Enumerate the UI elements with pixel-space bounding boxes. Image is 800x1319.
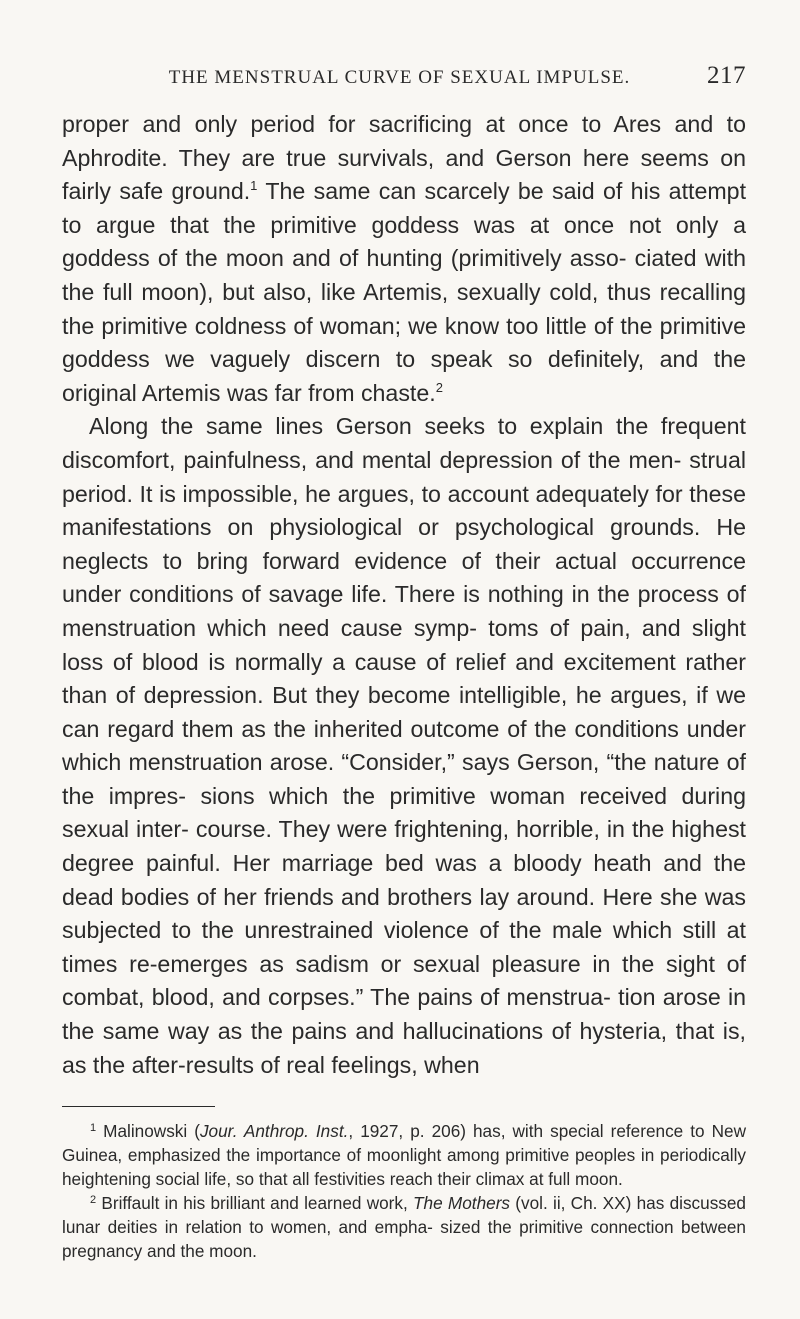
page-number: 217 <box>707 62 746 89</box>
paragraph-1: proper and only period for sacrificing at once to Ares and to Aphrodite. They are true survivals, and Gerson here seems on fairly safe ground.$^1$ The same can scarcely be said of his attempt to argue that the primitive goddess was at once not only a goddess of the moon and of hunting (primitively asso- ciated with the full moon), but also, like Artemis, sexually cold, thus recalling the primitive coldness of woman; we know too little of the primitive goddess we vaguely discern to speak so definitely, and the original Artemis was far from chaste.$^2$ <box>62 111 747 406</box>
running-title: THE MENSTRUAL CURVE OF SEXUAL IMPULSE. <box>168 67 631 88</box>
book-page <box>62 62 746 1263</box>
running-head <box>62 62 746 90</box>
paragraph-2: Along the same lines Gerson seeks to explain the frequent discomfort, painfulness, and mental depression of the men- strual period. It is impossible, he argues, to account adequately for these manifestations on physiological or psychological grounds. He neglects to bring forward evidence of their actual occurrence under conditions of savage life. There is nothing in the process of menstruation which need cause symp- toms of pain, and slight loss of blood is normally a cause of relief and excitement rather than of depression. But they become intelligible, he argues, if we can regard them as the inherited outcome of the conditions under which menstruation arose. “Consider,” says Gerson, “the nature of the impres- sions which the primitive woman received during sexual inter- course. They were frightening, horrible, in the highest degree painful. Her marriage bed was a bloody heath and the dead bodies of her friends and brothers lay around. Here she was subjected to the unrestrained violence of the male which still at times re-emerges as sadism or sexual pleasure in the sight of combat, blood, and corpses.” The pains of menstrua- tion arose in the same way as the pains and hallucinations of hysteria, that is, as the after-results of real feelings, when <box>62 413 746 1078</box>
footnotes <box>62 1119 746 1263</box>
footnote-2: $^2$ Briffault in his brilliant and learned work, The Mothers (vol. ii, Ch. XX) has discussed lunar deities in relation to women, and empha- sized the primitive connection between pregnancy and the moon. <box>62 1193 746 1262</box>
footnote-ref-1: 1 <box>250 178 258 194</box>
footnote-number: 2 <box>90 1194 97 1207</box>
footnote-1: $^1$ Malinowski (Jour. Anthrop. Inst., 1927, p. 206) has, with special reference to New Guinea, emphasized the importance of moonlight among primitive peoples in periodically heightening social life, so that all festivities reach their climax at full moon. <box>62 1121 746 1190</box>
footnote-ref-2: 2 <box>435 379 443 395</box>
footnote-divider <box>62 1106 215 1107</box>
footnote-number: 1 <box>90 1122 97 1135</box>
body-text <box>62 108 746 1082</box>
